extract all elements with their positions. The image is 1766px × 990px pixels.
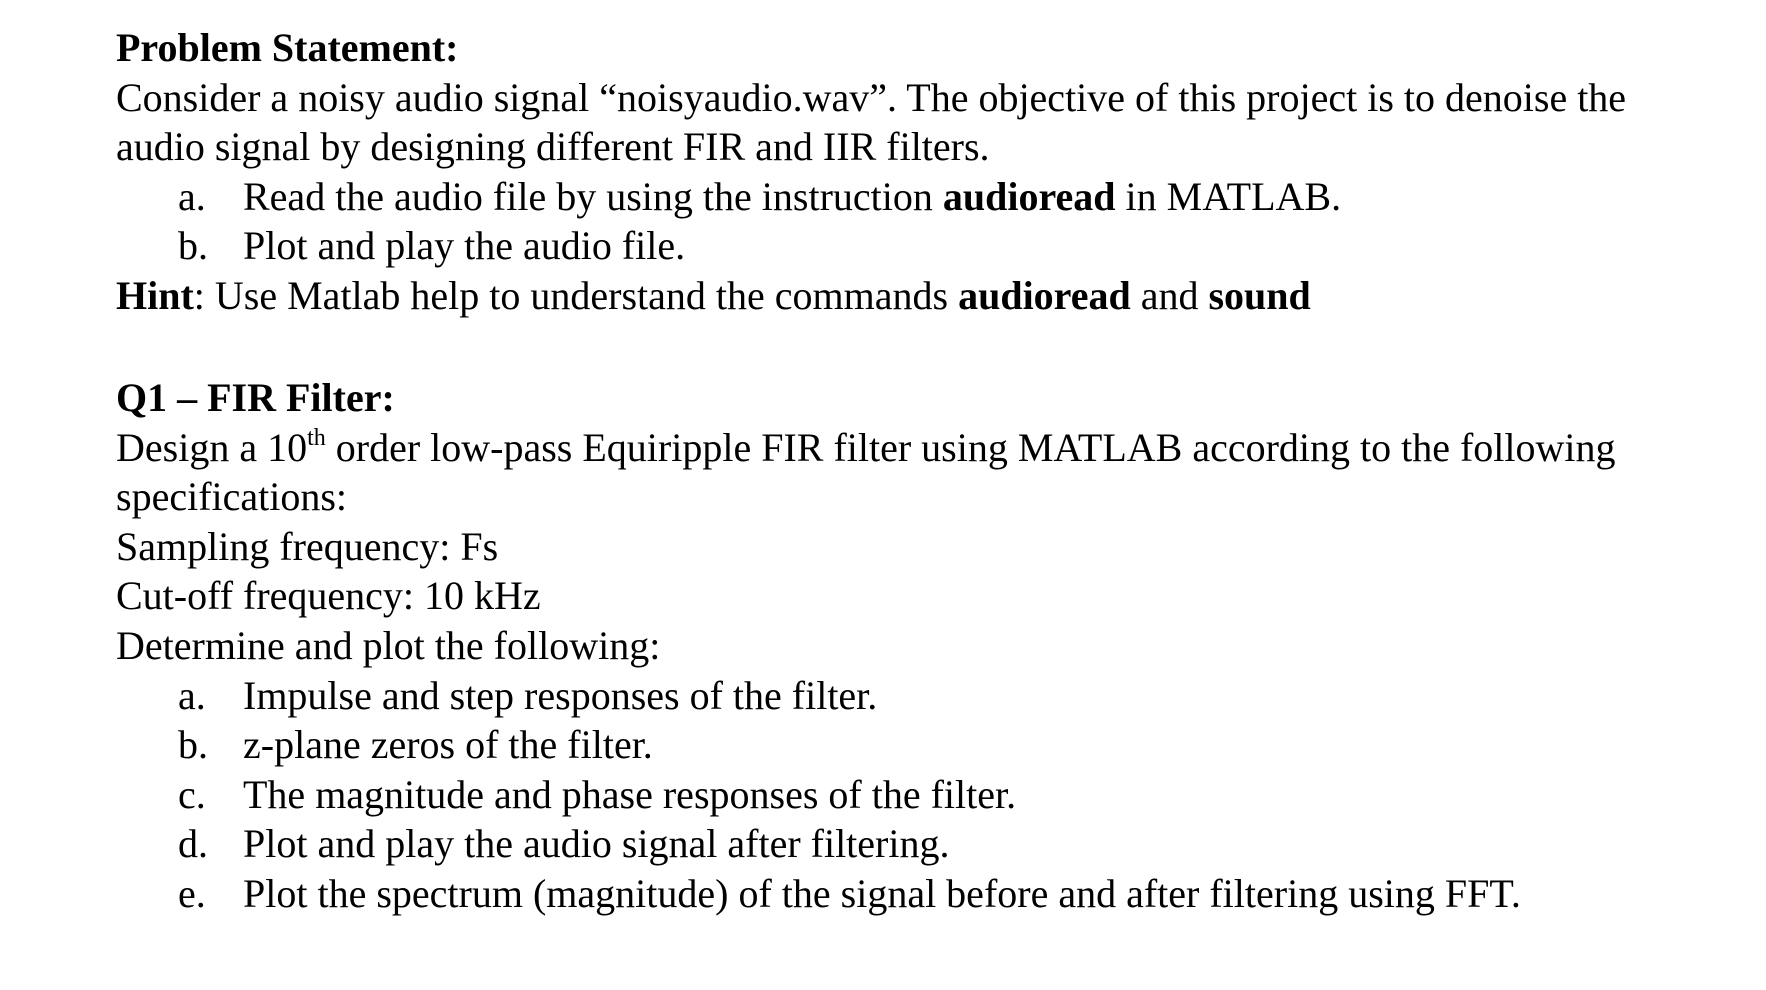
list-marker: b. <box>178 722 208 768</box>
design-text-end: order low-pass Equiripple FIR filter using MATLAB according to the following <box>325 424 1616 470</box>
list-item-spectrum <box>116 869 1736 919</box>
cutoff-frequency-spec: Cut-off frequency: 10 kHz <box>116 573 541 619</box>
list-item-zplane <box>116 720 1736 770</box>
determine-label: Determine and plot the following: <box>116 622 661 668</box>
list-marker: b. <box>178 223 208 269</box>
specifications-label: specifications: <box>116 474 348 520</box>
problem-statement-heading: Problem Statement: <box>116 25 459 70</box>
list-marker: a. <box>178 672 206 718</box>
list-marker: c. <box>178 771 206 817</box>
problem-statement-section <box>116 23 1736 321</box>
keyword-sound: sound <box>1208 272 1311 318</box>
item-text: z-plane zeros of the filter. <box>243 722 653 768</box>
list-item-magnitude-phase <box>116 770 1736 820</box>
list-marker: a. <box>178 173 206 219</box>
list-item-impulse-step <box>116 671 1736 721</box>
item-text: Impulse and step responses of the filter. <box>243 672 878 718</box>
intro-line-1: Consider a noisy audio signal “noisyaudio.wav”. The objective of this project is to denoise the <box>116 74 1627 120</box>
sampling-frequency-spec: Sampling frequency: Fs <box>116 523 499 569</box>
intro-line-2: audio signal by designing different FIR and IIR filters. <box>116 124 990 170</box>
list-item-filtered-audio <box>116 819 1736 869</box>
hint-conjunction: and <box>1130 272 1209 318</box>
item-text: Plot and play the audio file. <box>243 223 686 269</box>
item-text: The magnitude and phase responses of the filter. <box>243 771 1017 817</box>
hint-label: Hint <box>116 272 194 318</box>
item-text: Read the audio file by using the instruction <box>243 173 943 219</box>
design-text: Design a 10 <box>116 424 308 470</box>
keyword-audioread: audioread <box>958 272 1131 318</box>
item-text: Plot the spectrum (magnitude) of the signal before and after filtering using FFT. <box>243 870 1521 916</box>
ordinal-superscript: th <box>307 424 326 451</box>
list-item-plot-play <box>116 221 1736 271</box>
list-item-read-audio <box>116 172 1736 222</box>
q1-section <box>116 373 1736 919</box>
item-text-end: in MATLAB. <box>1115 173 1342 219</box>
hint-text: : Use Matlab help to understand the commands <box>193 272 959 318</box>
design-line <box>116 423 1736 473</box>
hint-line <box>116 271 1736 321</box>
list-marker: d. <box>178 821 208 867</box>
keyword-audioread: audioread <box>942 173 1116 219</box>
list-marker: e. <box>178 870 206 916</box>
q1-heading: Q1 – FIR Filter: <box>116 375 395 420</box>
item-text: Plot and play the audio signal after filtering. <box>243 821 950 867</box>
